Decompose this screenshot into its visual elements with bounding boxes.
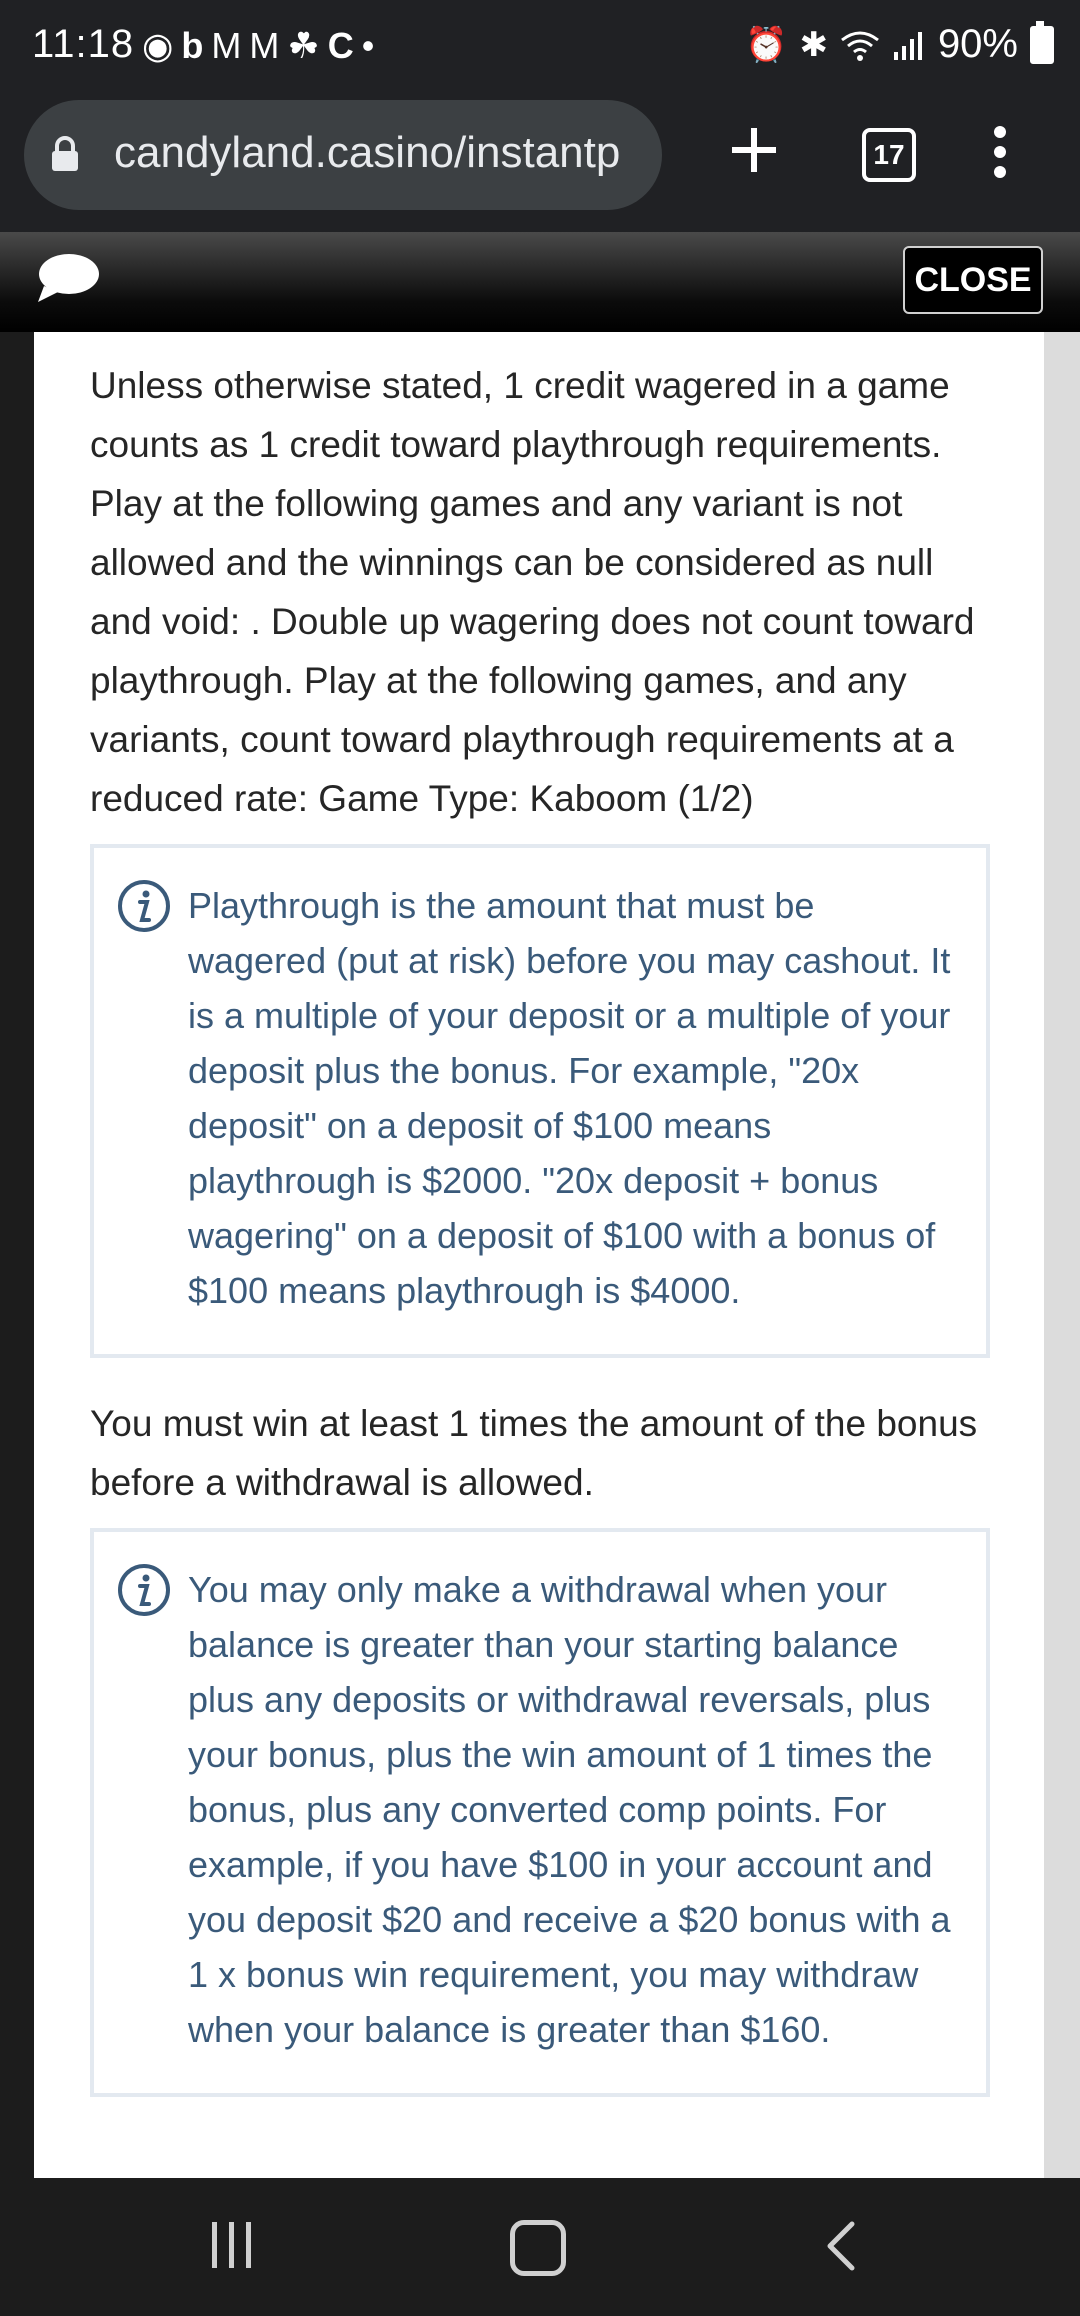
battery-icon <box>1030 26 1054 64</box>
alarm-icon: ⏰ <box>745 25 788 64</box>
recent-bar <box>229 2222 234 2268</box>
recent-bar <box>212 2222 217 2268</box>
url-field[interactable] <box>24 100 662 210</box>
b-app-icon: b <box>181 25 204 66</box>
system-icons <box>745 22 1054 67</box>
more-menu-button[interactable] <box>988 126 1012 182</box>
signal-icon <box>892 28 926 62</box>
back-button[interactable] <box>816 2218 866 2274</box>
withdrawal-info-box <box>90 1528 990 2097</box>
system-nav-bar <box>0 2182 1080 2316</box>
cash-app-icon: ☘ <box>287 25 320 66</box>
scroll-track[interactable] <box>1044 332 1080 2178</box>
menu-dot <box>994 166 1006 178</box>
info-icon <box>116 1562 172 1618</box>
modal-header <box>0 232 1080 332</box>
win-requirement-paragraph: You must win at least 1 times the amount of the bonus before a withdrawal is allowed. <box>90 1403 978 1503</box>
tab-switcher-button[interactable]: 17 <box>862 128 916 182</box>
terms-content <box>90 356 990 2133</box>
withdrawal-info-text: You may only make a withdrawal when your balance is greater than your starting balance plus any deposits or withdrawal reversals, plus your bonus, plus the win amount of 1 times the bonus, plus any converted comp points. For example, if you have $100 in your account and you deposit $20 and receive a $20 bonus with a 1 x bonus win requirement, you may withdraw when your balance is greater than $160. <box>188 1569 951 2050</box>
close-button[interactable]: CLOSE <box>903 246 1043 314</box>
notification-icons <box>142 26 374 66</box>
c-app-icon: C <box>327 25 354 66</box>
status-time: 11:18 <box>32 22 135 66</box>
menu-dot <box>994 126 1006 138</box>
info-icon <box>116 878 172 934</box>
recent-apps-button[interactable] <box>212 2222 256 2270</box>
bluetooth-icon: ✱ <box>799 25 828 64</box>
playthrough-info-box <box>90 844 990 1358</box>
account-circle-icon: ◉ <box>142 25 174 66</box>
browser-toolbar <box>0 96 1080 232</box>
playthrough-info-text: Playthrough is the amount that must be wagered (put at risk) before you may cashout. It is a multiple of your deposit or a multiple of your deposit plus the bonus. For example, "20x deposit" on a deposit of $100 means playthrough is $2000. "20x deposit + bonus wagering" on a deposit of $100 with a bonus of $100 means playthrough is $4000. <box>188 885 951 1311</box>
battery-percent: 90% <box>937 22 1018 66</box>
playthrough-paragraph: Unless otherwise stated, 1 credit wagered in a game counts as 1 credit toward playthrough requirements. Play at the following games and any variant is not allowed and the winnings can be considered as null and void: . Double up wagering does not count toward playthrough. Play at the following games, and any variants, count toward playthrough requirements at a reduced rate: Game Type: Kaboom (1/2) <box>90 365 975 819</box>
dot-icon: • <box>361 25 375 66</box>
url-text[interactable]: candyland.casino/instantp <box>114 128 621 177</box>
chat-bubble-icon[interactable] <box>34 250 100 306</box>
lock-icon[interactable] <box>50 136 80 172</box>
status-bar <box>0 0 1080 96</box>
gmail-icon: M <box>249 25 280 66</box>
menu-dot <box>994 146 1006 158</box>
wifi-icon <box>840 28 880 62</box>
home-button[interactable] <box>510 2220 566 2276</box>
gmail-icon: M <box>211 25 242 66</box>
recent-bar <box>246 2222 251 2268</box>
new-tab-button[interactable] <box>722 118 786 182</box>
terms-panel <box>34 332 1044 2178</box>
